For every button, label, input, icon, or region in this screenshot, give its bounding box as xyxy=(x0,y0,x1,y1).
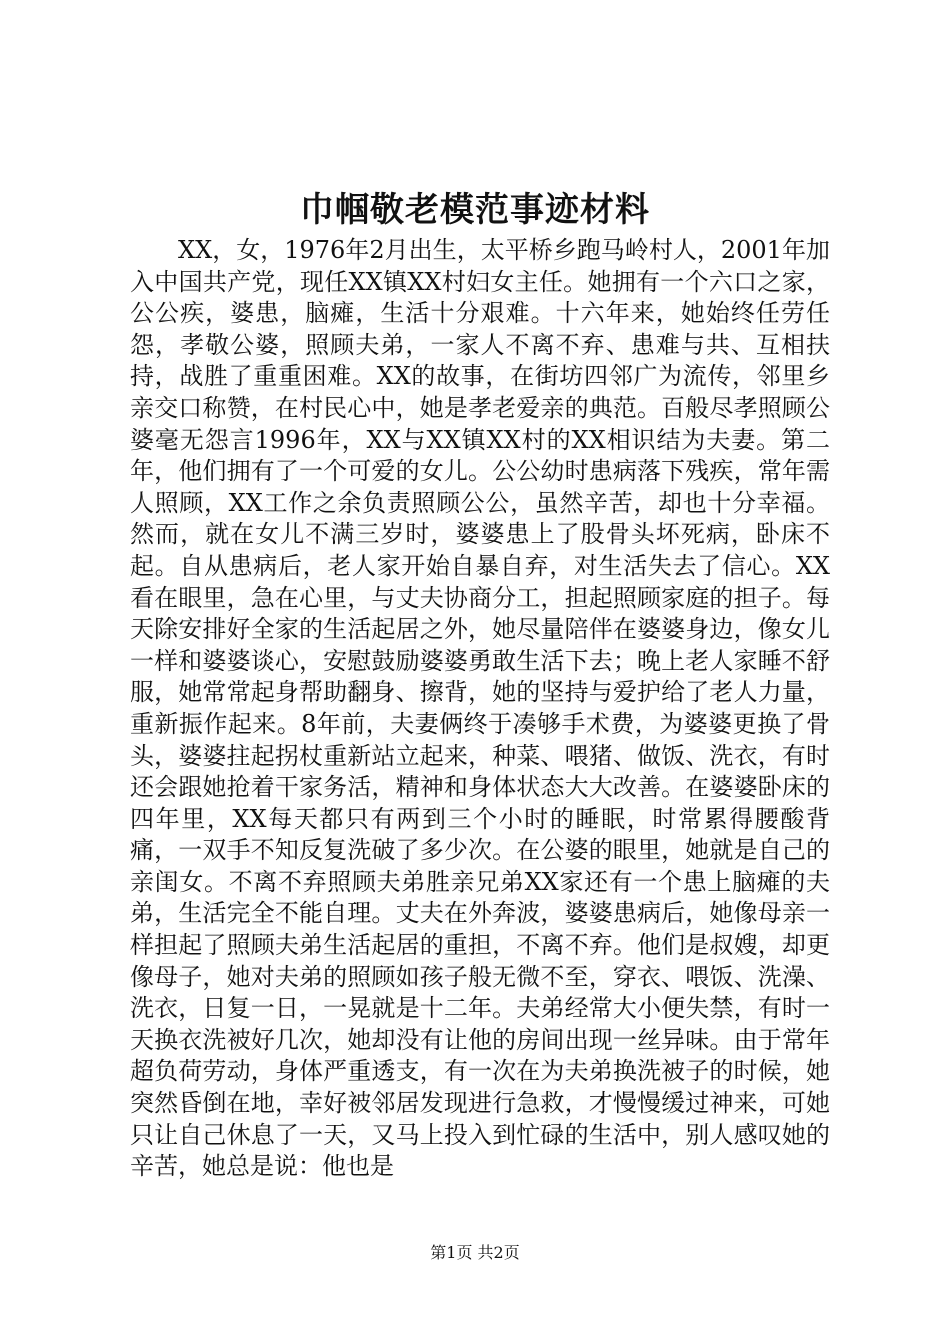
page-number-footer: 第1页 共2页 xyxy=(430,1243,520,1262)
document-body-paragraph: XX，女，1976年2月出生，太平桥乡跑马岭村人，2001年加入中国共产党，现任XX镇XX村妇女主任。她拥有一个六口之家，公公疾，婆患，脑瘫，生活十分艰难。十六年来，她始终任劳任怨，孝敬公婆，照顾夫弟，一家人不离不弃、患难与共、互相扶持，战胜了重重困难。XX的故事，在街坊四邻广为流传，邻里乡亲交口称赞，在村民心中，她是孝老爱亲的典范。百般尽孝照顾公婆毫无怨言1996年，XX与XX镇XX村的XX相识结为夫妻。第二年，他们拥有了一个可爱的女儿。公公幼时患病落下残疾，常年需人照顾，XX工作之余负责照顾公公，虽然辛苦，却也十分幸福。然而，就在女儿不满三岁时，婆婆患上了股骨头坏死病，卧床不起。自从患病后，老人家开始自暴自弃，对生活失去了信心。XX看在眼里，急在心里，与丈夫协商分工，担起照顾家庭的担子。每天除安排好全家的生活起居之外，她尽量陪伴在婆婆身边，像女儿一样和婆婆谈心，安慰鼓励婆婆勇敢生活下去；晚上老人家睡不舒服，她常常起身帮助翻身、擦背，她的坚持与爱护给了老人力量，重新振作起来。8年前，夫妻俩终于凑够手术费，为婆婆更换了骨头，婆婆拄起拐杖重新站立起来，种菜、喂猪、做饭、洗衣，有时还会跟她抢着干家务活，精神和身体状态大大改善。在婆婆卧床的四年里，XX每天都只有两到三个小时的睡眠，时常累得腰酸背痛，一双手不知反复洗破了多少次。在公婆的眼里，她就是自己的亲闺女。不离不弃照顾夫弟胜亲兄弟XX家还有一个患上脑瘫的夫弟，生活完全不能自理。丈夫在外奔波，婆婆患病后，她像母亲一样担起了照顾夫弟生活起居的重担，不离不弃。他们是叔嫂，却更像母子，她对夫弟的照顾如孩子般无微不至，穿衣、喂饭、洗澡、洗衣，日复一日，一晃就是十二年。夫弟经常大小便失禁，有时一天换衣洗被好几次，她却没有让他的房间出现一丝异味。由于常年超负荷劳动，身体严重透支，有一次在为夫弟换洗被子的时候，她突然昏倒在地，幸好被邻居发现进行急救，才慢慢缓过神来，可她只让自己休息了一天，又马上投入到忙碌的生活中，别人感叹她的辛苦，她总是说：他也是 xyxy=(130,236,830,1181)
document-title: 巾帼敬老模范事迹材料 xyxy=(300,190,650,230)
